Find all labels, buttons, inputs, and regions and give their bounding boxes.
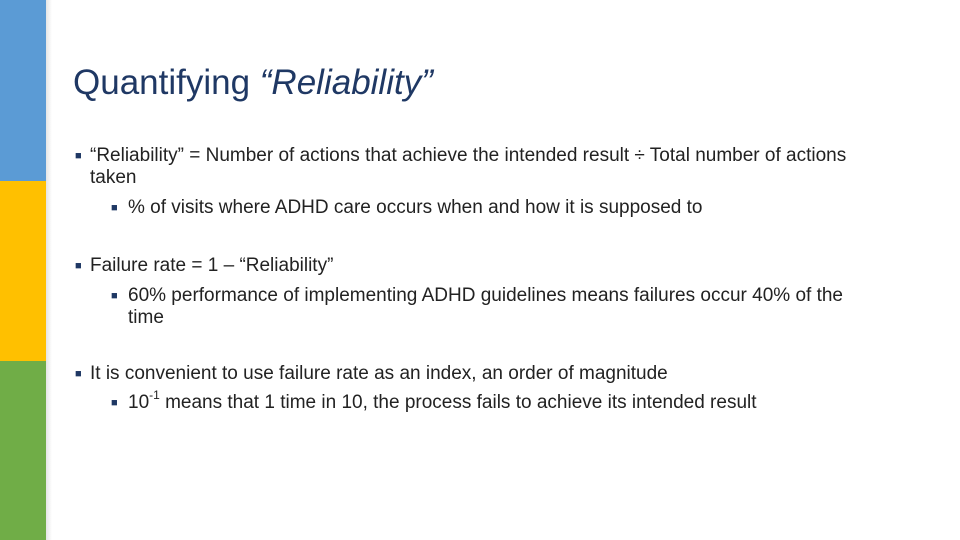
bullet-text: “Reliability” = Number of actions that achieve the intended result ÷ Total number of actions taken — [90, 145, 847, 188]
bullet-text: It is convenient to use failure rate as an index, an order of magnitude — [90, 363, 668, 384]
square-bullet-icon: ■ — [111, 202, 118, 214]
title-prefix: Quantifying — [73, 63, 260, 102]
square-bullet-icon: ■ — [75, 150, 82, 162]
bullet-reliability-definition — [73, 145, 890, 189]
square-bullet-icon: ■ — [75, 260, 82, 272]
square-bullet-icon: ■ — [75, 368, 82, 380]
accent-bar-shadow — [46, 0, 52, 540]
slide-title — [73, 64, 433, 103]
sub-bullet-order-of-magnitude — [73, 387, 898, 414]
sub-bullet-text: 60% performance of implementing ADHD guidelines means failures occur 40% of the time — [128, 285, 843, 328]
accent-bar-yellow — [0, 181, 46, 361]
accent-bar-green — [0, 361, 46, 540]
bullet-failure-index — [73, 363, 890, 385]
bullet-text: Failure rate = 1 – “Reliability” — [90, 255, 334, 276]
sub-bullet-visits — [73, 197, 898, 219]
sub-bullet-text: % of visits where ADHD care occurs when and how it is supposed to — [128, 197, 703, 218]
accent-bar-blue — [0, 0, 46, 181]
sub-bullet-performance — [73, 285, 853, 329]
power-exponent: -1 — [149, 387, 160, 402]
power-base: 10 — [128, 392, 150, 413]
square-bullet-icon: ■ — [111, 397, 118, 409]
bullet-failure-rate — [73, 255, 890, 277]
sub-bullet-text — [128, 387, 898, 414]
square-bullet-icon: ■ — [111, 290, 118, 302]
sub-bullet-rest: means that 1 time in 10, the process fails to achieve its intended result — [159, 392, 757, 413]
title-italic: “Reliability” — [259, 63, 433, 102]
